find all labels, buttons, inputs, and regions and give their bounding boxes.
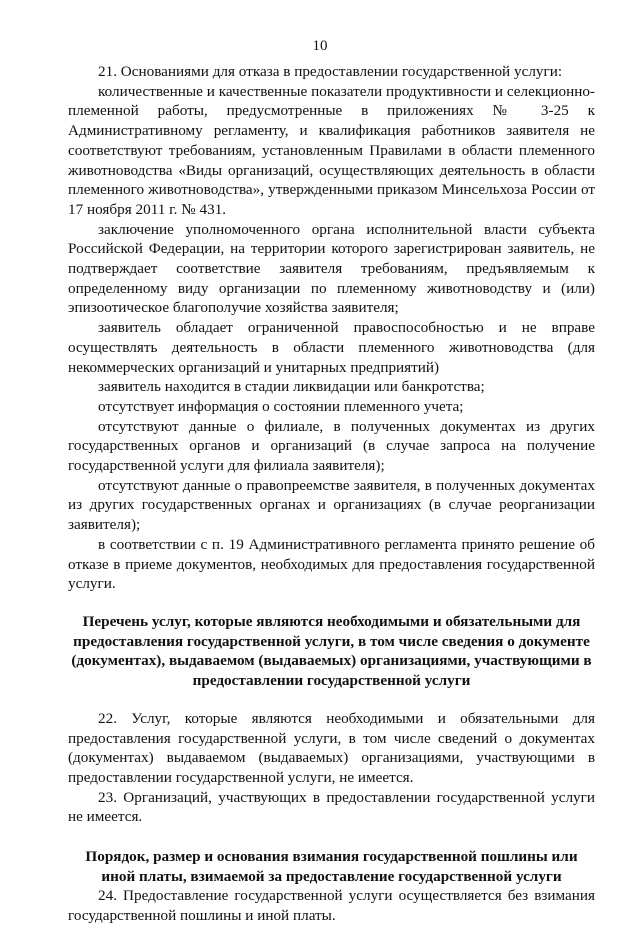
refusal-ground-1: количественные и качественные показатели продуктивности и селекционно-племенной работы, предусмотренные в приложениях № 3-25 к Административному регламенту, и квалификация работников заявителя не соответствуют требованиям, установленным Правилами в области племенного животноводства «Виды организаций, осуществляющих деятельность в области племенного животноводства», утвержденными приказом Минсельхоза России от 17 ноября 2011 г. № 431. (68, 82, 595, 218)
page-number: 10 (312, 38, 328, 54)
refusal-ground-8: в соответствии с п. 19 Административного регламента принято решение об отказе в приеме документов, необходимых для предоставления государственной услуги. (68, 535, 595, 593)
refusal-ground-7: отсутствуют данные о правопреемстве заявителя, в полученных документах из других государственных органах и организациях (в случае реорганизации заявителя); (68, 476, 595, 534)
paragraph-23: 23. Организаций, участвующих в предоставлении государственной услуги не имеется. (68, 788, 595, 826)
paragraph-22: 22. Услуг, которые являются необходимыми и обязательными для предоставления государственной услуги, в том числе сведений о документах (документах) выдаваемом (выдаваемых) организациями, участвующими в предоставлении государственной услуги, не имеется. (68, 709, 595, 786)
refusal-ground-4: заявитель находится в стадии ликвидации или банкротства; (98, 378, 485, 396)
paragraph-24: 24. Предоставление государственной услуги осуществляется без взимания государственной пошлины и иной платы. (68, 887, 595, 925)
document-body (68, 62, 595, 926)
section-heading-services-list: Перечень услуг, которые являются необходимыми и обязательными для предоставления государственной услуги, в том числе сведения о документе (документах), выдаваемом (выдаваемых) организациями, участвующими в предоставлении государственной услуги (71, 612, 592, 690)
refusal-ground-3: заявитель обладает ограниченной правоспособностью и не вправе осуществлять деятельность в области племенного животноводства (для некоммерческих организаций и унитарных предприятий) (68, 319, 595, 376)
refusal-ground-6: отсутствуют данные о филиале, в полученных документах из других государственных органов и организаций (в случае запроса на получение государственной услуги для филиала заявителя); (68, 417, 595, 475)
refusal-ground-5: отсутствует информация о состоянии племенного учета; (98, 397, 464, 415)
section-heading-fees: Порядок, размер и основания взимания государственной пошлины или иной платы, взимаемой за предоставление государственной услуги (85, 848, 578, 885)
section-21-intro: 21. Основаниями для отказа в предоставлении государственной услуги: (98, 63, 563, 80)
refusal-ground-2: заключение уполномоченного органа исполнительной власти субъекта Российской Федерации, на территории которого зарегистрирован заявитель, не подтверждает соответствие заявителя требованиям, предъявляемым к определенному виду организации по племенному животноводству и (или) эпизоотическое благополучие хозяйства заявителя; (68, 220, 595, 317)
